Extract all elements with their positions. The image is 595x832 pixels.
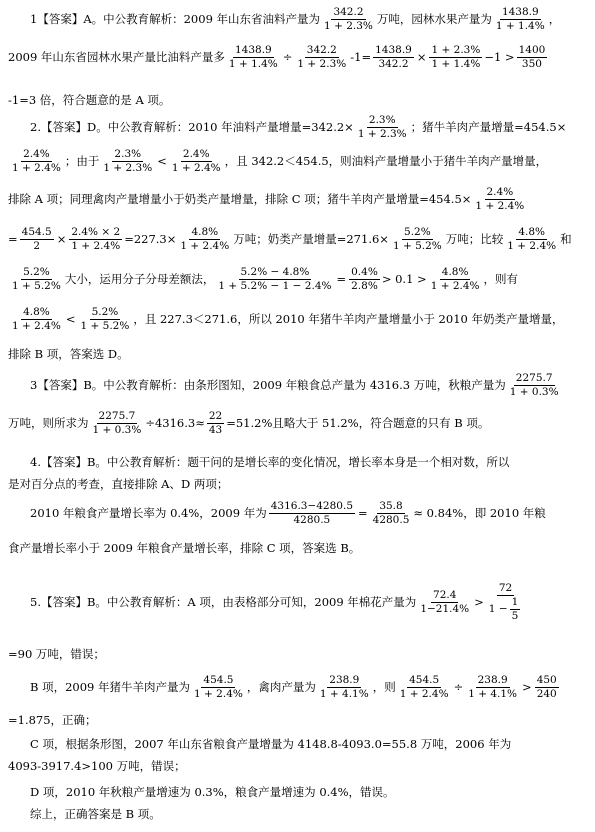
- fraction: 4.8% 1 + 2.4%: [12, 306, 61, 333]
- fraction: $\frac{2.4\%}{1 + 2.4\%}$: [475, 186, 525, 213]
- q5-line-1: 5.【答案】B。中公教育解析：A 项，由表格部分可知，2009 年棉花产量为 72.4 1−21.4% > 72 1 − $\frac{1}{5}$: [8, 582, 589, 623]
- fraction: $\frac{2.4\% \times 2}{1 + 2.4\%}$: [71, 226, 121, 253]
- q4-line-1: 4.【答案】B。中公教育解析：题干问的是增长率的变化情况，增长率本身是一个相对数，所以: [30, 456, 510, 469]
- fraction: $\frac{1 + 2.3\%}{1 + 1.4\%}$: [431, 44, 481, 71]
- fraction: 454.5 1 + 2.4%: [194, 674, 243, 701]
- fraction: 1400 350: [518, 44, 546, 71]
- fraction: $\frac{5.2\% - 4.8\%}{1 + 5.2\% - 1 - 2.4\%}$: [218, 266, 332, 293]
- fraction: $\frac{4.8\%}{1 + 2.4\%}$: [180, 226, 230, 253]
- fraction: $\frac{1438.9}{342.2}$: [375, 44, 412, 71]
- q2-line-2: 2.4% 1 + 2.4% ；由于 2.3% 1 + 2.3% < 2.4% 1 + 2.4% ，且 342.2＜454.5，则油料产量增量小于猪牛羊肉产量增量，: [12, 148, 548, 175]
- fraction: 2.4% 1 + 2.4%: [12, 148, 61, 175]
- q4-line-3: 2010 年粮食产量增长率为 0.4%，2009 年为 $\frac{4316.3-4280.5}{4280.5}$ = $\frac{35.8}{4280.5}$ ≈ 0.84%，即 2010 年粮: [30, 500, 546, 527]
- fraction: $\frac{0.4\%}{2.8\%}$: [351, 266, 378, 293]
- q1-line-1: 1【答案】A。中公教育解析：2009 年山东省油料产量为 342.2 1 + 2.3% 万吨，园林水果产量为 1438.9 1 + 1.4% ，: [30, 6, 561, 33]
- nested-fraction: 72 1 − $\frac{1}{5}$: [488, 582, 519, 623]
- q3-line-2: 万吨，则所求为 $\frac{2275.7}{1 + 0.3\%}$ ÷4316.3≈ $\frac{22}{43}$ =51.2%且略大于 51.2%，符合题意的只有 B 项。: [8, 410, 490, 437]
- fraction: 72.4 1−21.4%: [420, 589, 470, 616]
- fraction: 2.3% 1 + 2.3%: [103, 148, 153, 175]
- q5-line-4: =1.875，正确；: [8, 714, 97, 727]
- fraction: $\frac{35.8}{4280.5}$: [372, 500, 410, 527]
- q2-line-6: 4.8% 1 + 2.4% < 5.2% 1 + 5.2% ，且 227.3＜271.6，所以 2010 年猪牛羊肉产量增量小于 2010 年奶类产量增量，: [12, 306, 564, 333]
- fraction: $\frac{2.3\%}{1 + 2.3\%}$: [357, 114, 407, 141]
- fraction: $\frac{22}{43}$: [208, 410, 223, 437]
- q4-line-2: 是对百分点的考查，直接排除 A、D 两项；: [8, 478, 229, 491]
- q5-line-6: 4093-3917.4>100 万吨，错误；: [8, 760, 186, 773]
- fraction: $\frac{454.5}{1 + 2.4\%}$: [399, 674, 449, 701]
- q1-line-2: 2009 年山东省园林水果产量比油料产量多 $\frac{1438.9}{1 + 1.4\%}$ ÷ $\frac{342.2}{1 + 2.3\%}$ -1= $\frac{1438.9}{342.2}$ × $\frac{1 + 2.3\%}{1 + 1.4\%}$ −1 > 1400 350: [8, 44, 546, 71]
- q5-line-3: B 项，2009 年猪牛羊肉产量为 454.5 1 + 2.4% ，禽肉产量为 238.9 1 + 4.1% ，则 $\frac{454.5}{1 + 2.4\%}$ ÷ $\frac{238.9}{1 + 4.1\%}$ > 450 240: [30, 674, 557, 701]
- fraction: 5.2% 1 + 5.2%: [80, 306, 130, 333]
- fraction: 238.9 1 + 4.1%: [319, 674, 369, 701]
- fraction: $\frac{454.5}{2}$: [21, 226, 52, 253]
- fraction: 5.2% 1 + 5.2%: [12, 266, 61, 293]
- q5-line-8: 综上，正确答案是 B 项。: [30, 808, 161, 821]
- fraction: $\frac{4316.3-4280.5}{4280.5}$: [270, 500, 353, 527]
- fraction: 2275.7 1 + 0.3%: [509, 372, 559, 399]
- fraction: 2.4% 1 + 2.4%: [171, 148, 221, 175]
- q2-line-7: 排除 B 项，答案选 D。: [8, 348, 129, 361]
- fraction: $\frac{5.2\%}{1 + 5.2\%}$: [392, 226, 442, 253]
- fraction: 4.8% 1 + 2.4%: [507, 226, 557, 253]
- q2-line-5: 5.2% 1 + 5.2% 大小，运用分子分母差额法， $\frac{5.2\% - 4.8\%}{1 + 5.2\% - 1 - 2.4\%}$ = $\frac{0.4\%}{2.8\%}$ > 0.1 > 4.8% 1 + 2.4% ，则有: [12, 266, 519, 293]
- fraction: $\frac{1}{5}$: [511, 596, 519, 623]
- fraction: $\frac{1438.9}{1 + 1.4\%}$: [228, 44, 278, 71]
- q5-line-2: =90 万吨，错误；: [8, 648, 105, 661]
- q1-line-3: -1=3 倍，符合题意的是 A 项。: [8, 94, 171, 107]
- q5-line-7: D 项，2010 年秋粮产量增速为 0.3%，粮食产量增速为 0.4%，错误。: [30, 786, 395, 799]
- fraction: 450 240: [536, 674, 557, 701]
- q2-line-4: = $\frac{454.5}{2}$ × $\frac{2.4\% \times 2}{1 + 2.4\%}$ =227.3× $\frac{4.8\%}{1 + 2.4\%}$ 万吨；奶类产量增量=271.6× $\frac{5.2\%}{1 + 5.2\%}$ 万吨；比较 4.8% 1 + 2.4% 和: [8, 226, 572, 253]
- fraction: 4.8% 1 + 2.4%: [430, 266, 480, 293]
- q1-intro: 1【答案】A。中公教育解析：2009 年山东省油料产量为: [30, 12, 321, 27]
- q2-line-1: 2.【答案】D。中公教育解析：2010 年油料产量增量=342.2× $\frac{2.3\%}{1 + 2.3\%}$ ；猪牛羊肉产量增量=454.5×: [30, 114, 567, 141]
- fraction: $\frac{238.9}{1 + 4.1\%}$: [468, 674, 518, 701]
- q4-line-4: 食产量增长率小于 2009 年粮食产量增长率，排除 C 项，答案选 B。: [8, 542, 361, 555]
- fraction: $\frac{2275.7}{1 + 0.3\%}$: [92, 410, 142, 437]
- fraction: $\frac{342.2}{1 + 2.3\%}$: [297, 44, 347, 71]
- fraction: 342.2 1 + 2.3%: [324, 6, 373, 33]
- q3-line-1: 3【答案】B。中公教育解析：由条形图知，2009 年粮食总产量为 4316.3 万吨，秋粮产量为 2275.7 1 + 0.3%: [30, 372, 559, 399]
- q5-line-5: C 项，根据条形图，2007 年山东省粮食产量增量为 4148.8-4093.0=55.8 万吨，2006 年为: [30, 738, 512, 751]
- fraction: 1438.9 1 + 1.4%: [495, 6, 545, 33]
- q2-line-3: 排除 A 项；同理禽肉产量增量小于奶类产量增量，排除 C 项；猪牛羊肉产量增量=454.5× $\frac{2.4\%}{1 + 2.4\%}$: [8, 186, 525, 213]
